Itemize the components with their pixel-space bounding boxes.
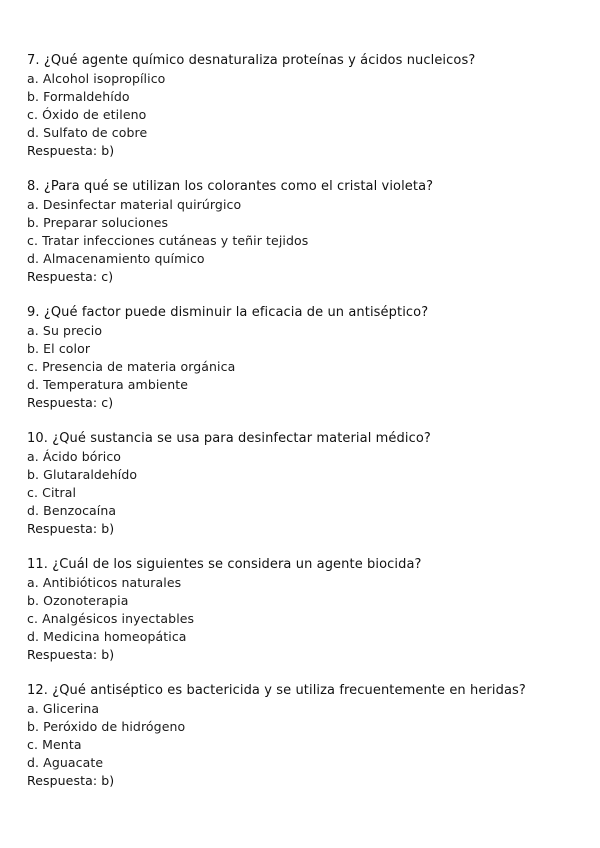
answer-text: Respuesta: c) [27,395,114,410]
answer-text: Respuesta: b) [27,143,115,158]
option-c: c. Citral [27,485,77,500]
question-text: 8. ¿Para qué se utilizan los colorantes como el cristal violeta? [27,179,434,194]
option-b: b. Formaldehído [27,89,130,104]
question-text: 11. ¿Cuál de los siguientes se considera un agente biocida? [27,557,422,572]
question-block [27,682,587,790]
option-c: c. Menta [27,737,82,752]
question-block [27,430,587,538]
option-a: a. Antibióticos naturales [27,575,182,590]
option-a: a. Desinfectar material quirúrgico [27,197,242,212]
option-d: d. Almacenamiento químico [27,251,205,266]
answer-text: Respuesta: b) [27,521,115,536]
option-b: b. Glutaraldehído [27,467,138,482]
option-d: d. Temperatura ambiente [27,377,189,392]
answer-text: Respuesta: c) [27,269,114,284]
option-d: d. Sulfato de cobre [27,125,148,140]
question-text: 9. ¿Qué factor puede disminuir la eficacia de un antiséptico? [27,305,429,320]
answer-text: Respuesta: b) [27,773,115,788]
option-d: d. Benzocaína [27,503,117,518]
option-b: b. Preparar soluciones [27,215,169,230]
option-b: b. Ozonoterapia [27,593,129,608]
option-c: c. Tratar infecciones cutáneas y teñir tejidos [27,233,309,248]
question-block [27,52,587,160]
question-block [27,556,587,664]
question-text: 10. ¿Qué sustancia se usa para desinfectar material médico? [27,431,431,446]
answer-text: Respuesta: b) [27,647,115,662]
option-a: a. Su precio [27,323,103,338]
option-c: c. Analgésicos inyectables [27,611,195,626]
option-d: d. Aguacate [27,755,104,770]
question-block [27,178,587,286]
option-d: d. Medicina homeopática [27,629,187,644]
question-block [27,304,587,412]
option-a: a. Alcohol isopropílico [27,71,166,86]
option-c: c. Óxido de etileno [27,107,147,122]
option-b: b. El color [27,341,91,356]
question-text: 7. ¿Qué agente químico desnaturaliza proteínas y ácidos nucleicos? [27,53,476,68]
option-c: c. Presencia de materia orgánica [27,359,236,374]
option-a: a. Ácido bórico [27,449,122,464]
option-a: a. Glicerina [27,701,100,716]
question-text: 12. ¿Qué antiséptico es bactericida y se utiliza frecuentemente en heridas? [27,683,526,698]
option-b: b. Peróxido de hidrógeno [27,719,186,734]
